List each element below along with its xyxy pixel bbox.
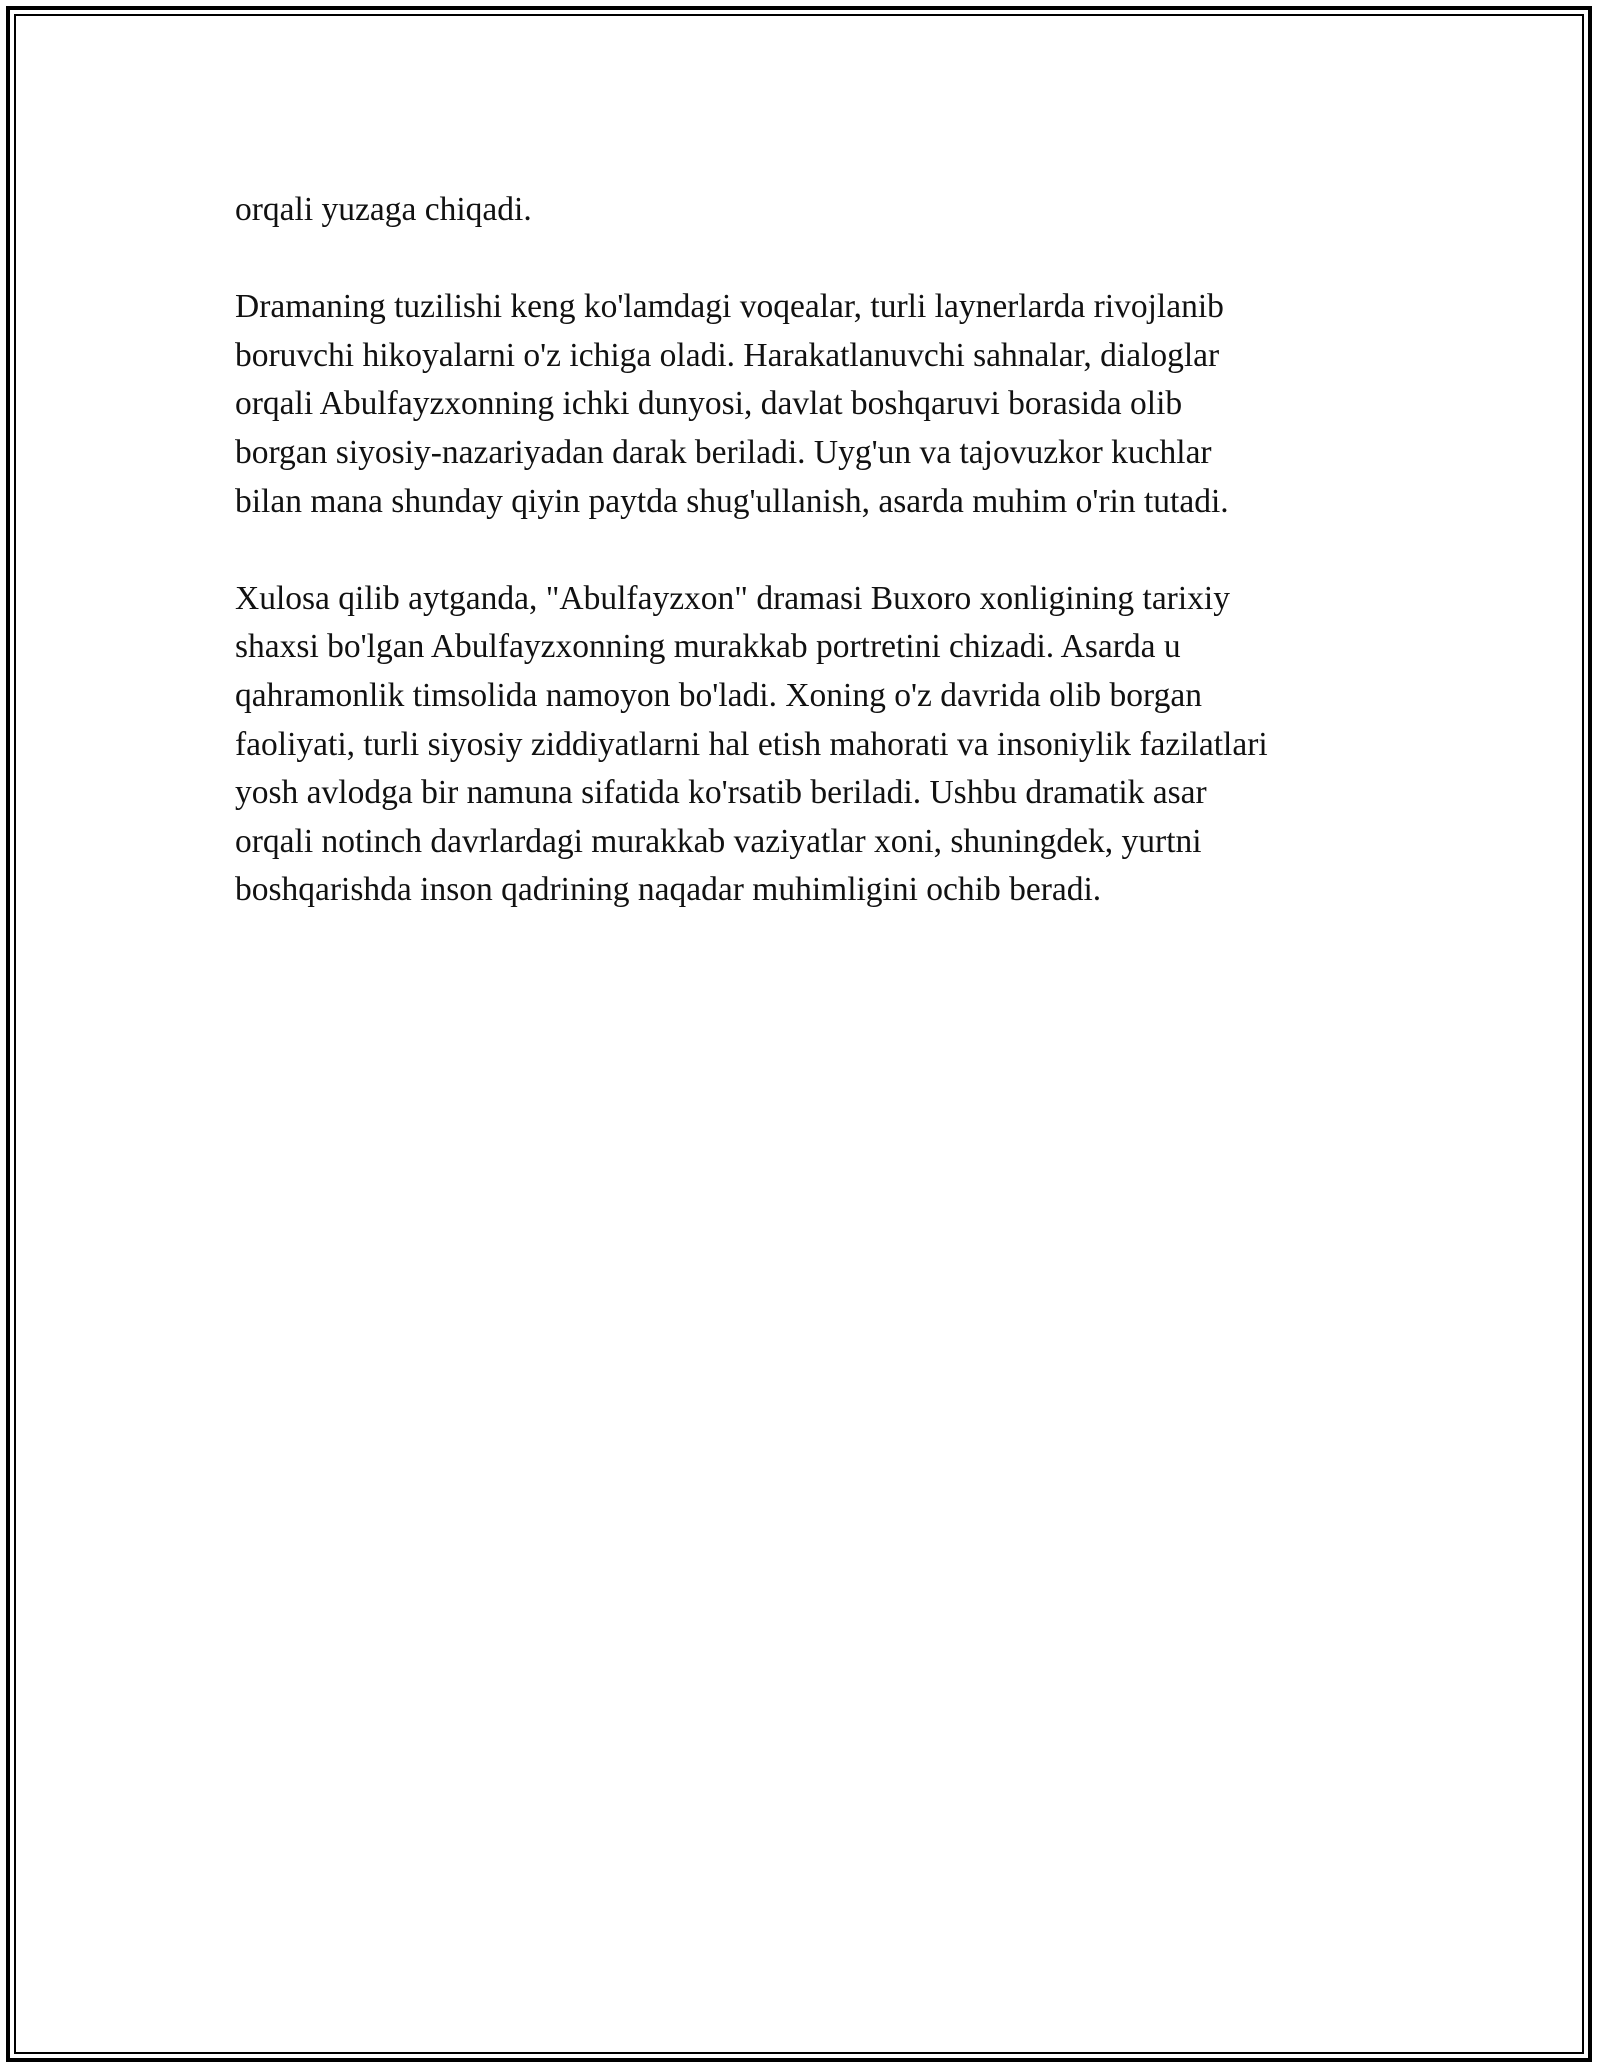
- text-line: Xulosa qilib aytganda, "Abulfayzxon" dramasi Buxoro xonligining tarixiy: [235, 579, 1230, 617]
- text-line: qahramonlik timsolida namoyon bo'ladi. Xoning o'z davrida olib borgan: [235, 676, 1202, 714]
- text-line: shaxsi bo'lgan Abulfayzxonning murakkab portretini chizadi. Asarda u: [235, 628, 1181, 666]
- paragraph-3: [235, 575, 1385, 915]
- text-line: borgan siyosiy-nazariyadan darak beriladi. Uyg'un va tajovuzkor kuchlar: [235, 433, 1212, 471]
- text-line: bilan mana shunday qiyin paytda shug'ullanish, asarda muhim o'rin tutadi.: [235, 482, 1229, 520]
- paragraph-2: [235, 283, 1385, 526]
- text-line: boshqarishda inson qadrining naqadar muhimligini ochib beradi.: [235, 871, 1102, 909]
- text-line: orqali yuzaga chiqadi.: [235, 191, 532, 228]
- text-line: orqali notinch davrlardagi murakkab vaziyatlar xoni, shuningdek, yurtni: [235, 822, 1202, 860]
- text-line: faoliyati, turli siyosiy ziddiyatlarni hal etish mahorati va insoniylik fazilatlari: [235, 725, 1268, 763]
- text-line: yosh avlodga bir namuna sifatida ko'rsatib beriladi. Ushbu dramatik asar: [235, 774, 1207, 812]
- document-body: [235, 186, 1385, 964]
- text-line: orqali Abulfayzxonning ichki dunyosi, davlat boshqaruvi borasida olib: [235, 385, 1183, 423]
- text-line: Dramaning tuzilishi keng ko'lamdagi voqealar, turli laynerlarda rivojlanib: [235, 288, 1224, 326]
- paragraph-1: [235, 186, 1385, 235]
- text-line: boruvchi hikoyalarni o'z ichiga oladi. Harakatlanuvchi sahnalar, dialoglar: [235, 336, 1220, 374]
